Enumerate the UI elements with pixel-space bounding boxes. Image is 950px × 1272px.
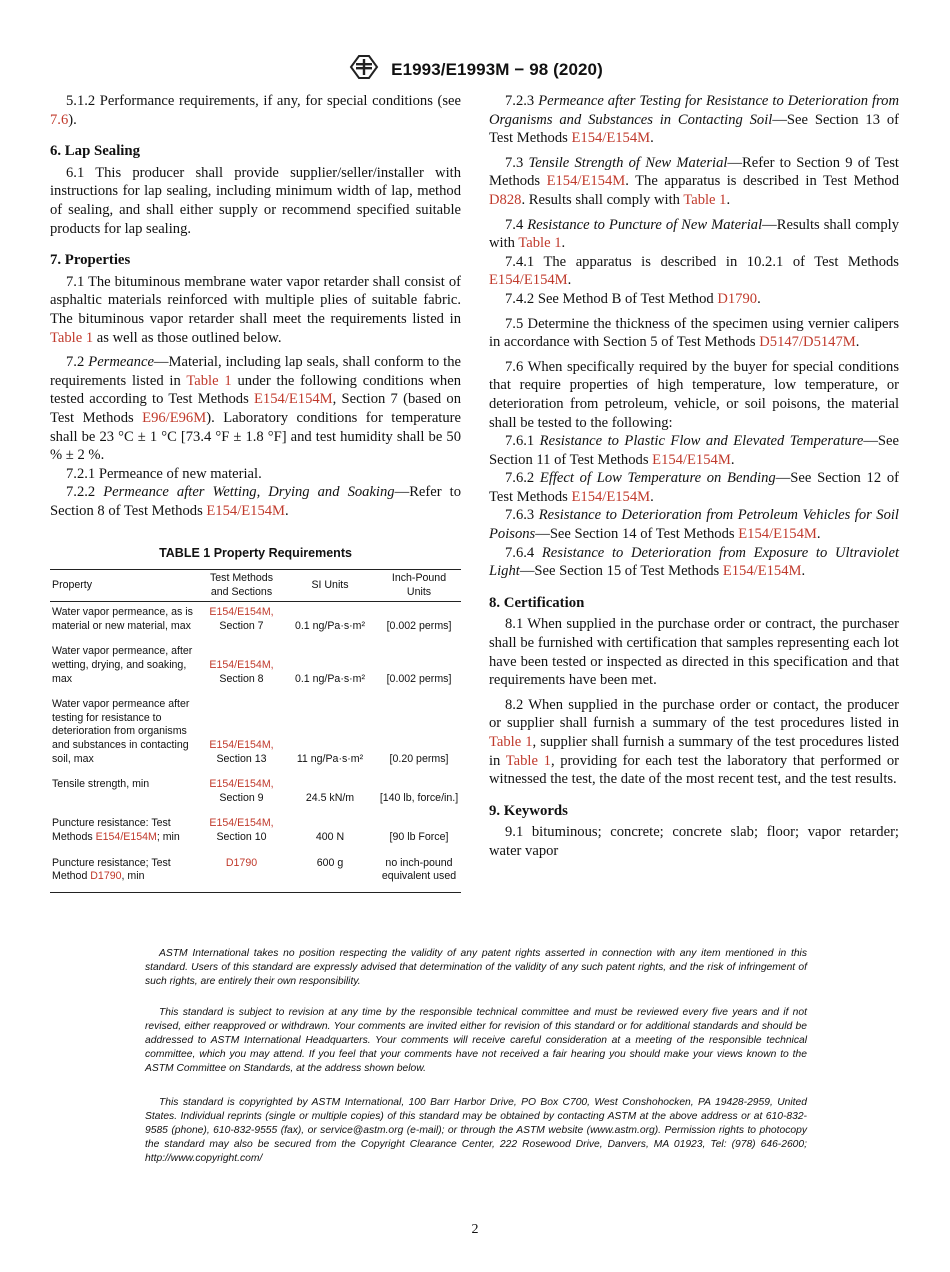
link-e154[interactable]: E154/E154M (571, 488, 651, 505)
section-7-heading: 7. Properties (50, 252, 131, 269)
para-7-6-3: 7.6.3 Resistance to Deterioration from Petroleum Vehicles for Soil Poisons—See Section 14 of Test Methods E154/E154M. (489, 507, 899, 543)
link-e154[interactable]: E154/E154M, (209, 817, 274, 830)
link-e154[interactable]: E154/E154M (489, 272, 568, 289)
para-7-6-1: 7.6.1 Resistance to Plastic Flow and Elevated Temperature—See Section 11 of Test Methods E154/E154M. (489, 433, 899, 468)
table-row (50, 774, 461, 813)
column-header: SI Units (283, 570, 377, 602)
para-7-2: 7.2 Permeance—Material, including lap seals, shall conform to the requirements listed in Table 1 under the following conditions when tested according to Test Methods E154/E154M, Section 7 (based on Test Methods E96/E96M). Laboratory conditions for temperature shall be 23 °C ± 1 °C [73.4 °F ± 1.8 °F] and test humidity shall be 50 % ± 2 %. (50, 354, 461, 464)
column-header: Inch-Pound Units (377, 570, 461, 602)
link-table-1[interactable]: Table 1 (518, 235, 562, 252)
cell-si: 0.1 ng/Pa·s·m² (294, 672, 366, 685)
link-d1790[interactable]: D1790 (717, 290, 758, 307)
cell-property: Water vapor permeance, after wetting, drying, and soaking, max (52, 645, 193, 685)
link-table-1[interactable]: Table 1 (186, 372, 232, 389)
link-e154[interactable]: E154/E154M (95, 830, 157, 843)
section-8-heading: 8. Certification (489, 594, 585, 611)
cell-property: Water vapor permeance after testing for resistance to deterioration from organisms and substances in contacting soil, max (52, 698, 190, 765)
link-e154[interactable]: E154/E154M, (209, 739, 274, 751)
link-e154[interactable]: E154/E154M (546, 173, 626, 190)
section-9-heading: 9. Keywords (489, 802, 568, 819)
cell-ip: no inch-pound equivalent used (377, 853, 461, 893)
link-e154[interactable]: E154/E154M, (209, 606, 274, 619)
cell-si: 600 g (283, 853, 377, 893)
cell-property: Puncture resistance; Test Method D1790, min (50, 853, 200, 893)
link-e154[interactable]: E154/E154M (652, 451, 731, 468)
link-d828[interactable]: D828 (489, 191, 522, 208)
designation: E1993/E1993M − 98 (2020) (391, 59, 603, 79)
cell-ip: [0.002 perms] (386, 619, 452, 632)
table-row (50, 813, 461, 852)
column-header: Test Methods and Sections (200, 570, 283, 602)
link-table-1[interactable]: Table 1 (50, 329, 94, 346)
page-number: 2 (471, 1222, 479, 1237)
link-e154[interactable]: E154/E154M (722, 563, 802, 580)
cell-si: 24.5 kN/m (305, 791, 355, 804)
link-e96[interactable]: E96/E96M (142, 409, 207, 426)
para-5-1-2: 5.1.2 Performance requirements, if any, for special conditions (see 7.6). (50, 93, 461, 128)
para-7-3: 7.3 Tensile Strength of New Material—Refer to Section 9 of Test Methods E154/E154M. The apparatus is described in Test Method D828. Results shall comply with Table 1. (489, 154, 899, 208)
para-7-2-3: 7.2.3 Permeance after Testing for Resistance to Deterioration from Organisms and Substances in Contacting Soil—See Section 13 of Test Methods E154/E154M. (489, 93, 900, 147)
cell-property: Puncture resistance: Test Methods E154/E154M; min (52, 817, 180, 843)
cell-si: 0.1 ng/Pa·s·m² (294, 619, 366, 632)
para-9-1: 9.1 bituminous; concrete; concrete slab; floor; vapor retarder; water vapor (489, 824, 899, 859)
para-7-2-1: 7.2.1 Permeance of new material. (66, 465, 262, 482)
link-table-1[interactable]: Table 1 (489, 734, 533, 750)
cell-ip: [0.002 perms] (386, 672, 452, 685)
cell-method: E154/E154M, Section 10 (209, 817, 274, 843)
para-7-1: 7.1 The bituminous membrane water vapor retarder shall consist of asphaltic materials reinforced with multiple plies of suitable fabric. The bituminous vapor retarder shall meet the requirements listed in Table 1 as well as those outlined below. (50, 273, 461, 346)
cell-method: E154/E154M, Section 9 (209, 778, 274, 804)
revision-notice: This standard is subject to revision at any time by the responsible technical committee and must be reviewed every five years and if not revised, either reapproved or withdrawn. Your comments are invited either for revision of this standard or for additional standards and should be addressed to ASTM International Headquarters. Your comments will receive careful consideration at a meeting of the responsible technical committee, which you may attend. If you feel that your comments have not received a fair hearing you should make your views known to the ASTM Committee on Standards, at the address shown below. (145, 1007, 807, 1074)
para-7-2-2: 7.2.2 Permeance after Wetting, Drying and Soaking—Refer to Section 8 of Test Methods E154/E154M. (50, 484, 461, 519)
link-e154[interactable]: E154/E154M, (209, 659, 274, 672)
cell-method (200, 853, 283, 893)
para-8-2: 8.2 When supplied in the purchase order or contact, the producer or supplier shall furnish a summary of the test procedures listed in Table 1, supplier shall furnish a summary of the test procedures listed in Table 1, providing for each test the laboratory that performed or witnessed the test, the date of the most recent test, and the test results. (489, 696, 899, 788)
property-requirements-table (50, 569, 461, 893)
para-8-1: 8.1 When supplied in the purchase order or contract, the purchaser shall be furnished with certification that samples representing each lot have been tested or inspected as directed in this specification and that requirements have been met. (489, 616, 899, 689)
para-6-1: 6.1 This producer shall provide supplier/seller/installer with instructions for lap sealing, including minimum width of lap, method of sealing, and shall either supply or recommend specified suitable products for lap sealing. (50, 164, 461, 237)
left-column (50, 92, 461, 893)
para-7-4: 7.4 Resistance to Puncture of New Material—Results shall comply with Table 1. (489, 216, 900, 252)
link-e154[interactable]: E154/E154M (571, 130, 651, 147)
cell-ip: [140 lb, force/in.] (379, 791, 459, 804)
para-7-6: 7.6 When specifically required by the buyer for special conditions that require properties of high temperature, low temperature, or deterioration from petroleum, vehicle, or soil poisons, the material shall be tested to the following: (489, 358, 899, 431)
cell-si: 11 ng/Pa·s·m² (296, 752, 364, 765)
table-row (50, 641, 461, 694)
link-d1790[interactable]: D1790 (90, 870, 122, 883)
link-e154[interactable]: E154/E154M (254, 391, 333, 408)
para-7-6-2: 7.6.2 Effect of Low Temperature on Bending—See Section 12 of Test Methods E154/E154M. (489, 470, 900, 505)
link-e154[interactable]: E154/E154M (738, 526, 817, 543)
link-7-6[interactable]: 7.6 (50, 111, 69, 128)
cell-ip: [90 lb Force] (389, 830, 449, 843)
para-7-4-2: 7.4.2 See Method B of Test Method D1790. (505, 290, 761, 307)
table-row (50, 853, 461, 893)
link-table-1[interactable]: Table 1 (683, 191, 727, 208)
link-d5147[interactable]: D5147/D5147M (759, 334, 856, 351)
table-row (50, 602, 461, 642)
para-7-6-4: 7.6.4 Resistance to Deterioration from Exposure to Ultraviolet Light—See Section 15 of Test Methods E154/E154M. (489, 544, 899, 580)
para-7-5: 7.5 Determine the thickness of the specimen using vernier calipers in accordance with Section 5 of Test Methods D5147/D5147M. (489, 315, 899, 351)
cell-si: 400 N (315, 830, 345, 843)
cell-property: Water vapor permeance, as is material or new material, max (52, 606, 193, 632)
link-d1790[interactable]: D1790 (225, 856, 258, 869)
astm-logo-icon (347, 52, 381, 87)
cell-ip: [0.20 perms] (389, 752, 449, 765)
patent-notice: ASTM International takes no position respecting the validity of any patent rights asserted in connection with any item mentioned in this standard. Users of this standard are expressly advised that determination of the validity of any such patent rights, and the risk of infringement of such rights, are entirely their own responsibility. (145, 948, 807, 987)
link-e154[interactable]: E154/E154M, (209, 778, 274, 791)
page-header (0, 52, 950, 87)
link-e154[interactable]: E154/E154M (206, 502, 286, 519)
cell-property: Tensile strength, min (52, 778, 150, 791)
section-6-heading: 6. Lap Sealing (50, 143, 141, 160)
cell-method: E154/E154M, Section 7 (209, 606, 274, 632)
table-row (50, 694, 461, 774)
link-table-1[interactable]: Table 1 (505, 752, 551, 769)
right-column (489, 92, 899, 861)
cell-method: E154/E154M, Section 8 (209, 659, 274, 685)
copyright-notice: This standard is copyrighted by ASTM International, 100 Barr Harbor Drive, PO Box C700, West Conshohocken, PA 19428-2959, United States. Individual reprints (single or multiple copies) of this standard may be obtained by contacting ASTM at the above address or at 610-832-9585 (phone), 610-832-9555 (fax), or service@astm.org (e-mail); or through the ASTM website (www.astm.org). Permission rights to photocopy the standard may also be secured from the Copyright Clearance Center, 222 Rosewood Drive, Danvers, MA 01923, Tel: (978) 646-2600; http://www.copyright.com/ (145, 1097, 807, 1164)
cell-method: E154/E154M, Section 13 (209, 739, 274, 765)
table-title: TABLE 1 Property Requirements (159, 546, 352, 561)
para-7-4-1: 7.4.1 The apparatus is described in 10.2.1 of Test Methods E154/E154M. (489, 253, 899, 289)
column-header: Property (50, 570, 200, 602)
